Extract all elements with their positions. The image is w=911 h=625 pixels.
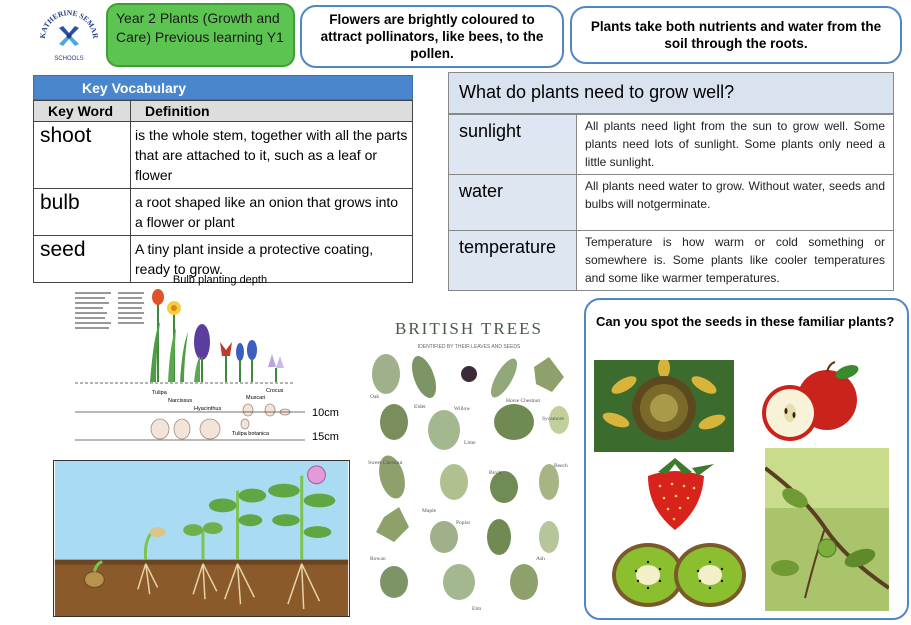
flowers-fact-text: Flowers are brightly coloured to attract pollinators, like bees, to the pollen. — [320, 12, 544, 61]
grow-term: temperature — [449, 231, 577, 291]
key-word-column-header: Key Word — [34, 101, 131, 122]
grow-description: Temperature is how warm or cold something or somewhere is. Some plants like cooler temperatures and some like warmer temperatures. — [577, 231, 894, 291]
vocab-definition: is the whole stem, together with all the parts that are attached to it, such as a leaf or flower — [131, 122, 413, 189]
trees-subtitle: IDENTIFIED BY THEIR LEAVES AND SEEDS — [417, 344, 521, 350]
key-vocabulary-header: Key Vocabulary — [33, 75, 413, 100]
trees-title: BRITISH TREES — [394, 319, 544, 338]
leaf-label: Willow — [454, 406, 471, 412]
table-row — [449, 175, 894, 231]
label-tulipa-botanica: Tulipa botanica — [232, 431, 270, 437]
label-crocus: Crocus — [266, 388, 284, 394]
leaf-label: Elm — [472, 606, 482, 612]
grow-well-title: What do plants need to grow well? — [448, 72, 894, 114]
vocab-word: shoot — [34, 122, 131, 189]
leaf-label: Oak — [370, 394, 380, 400]
apple-picture — [755, 358, 865, 446]
definition-column-header: Definition — [131, 101, 413, 122]
leaf-label: Horse Chestnut — [506, 398, 541, 404]
tree-seed-picture — [765, 448, 889, 611]
label-tulipa: Tulipa — [152, 390, 167, 396]
label-hyacinthus: Hyacinthus — [194, 406, 222, 412]
label-narcissus: Narcissus — [168, 398, 193, 404]
roots-fact-text: Plants take both nutrients and water from the soil through the roots. — [590, 19, 882, 51]
british-trees-poster — [364, 312, 574, 617]
grow-description: All plants need water to grow. Without water, seeds and bulbs will notgerminate. — [577, 175, 894, 231]
school-logo — [38, 6, 100, 68]
vocab-definition: a root shaped like an onion that grows into a flower or plant — [131, 189, 413, 236]
sunflower-picture — [594, 360, 734, 452]
leaf-label: Elder — [414, 404, 426, 410]
page-title: Year 2 Plants (Growth and Care) Previous learning Y1 — [106, 3, 295, 67]
leaf-label: Sweet Chestnut — [368, 460, 403, 466]
bulb-diagram-title: Bulb planting depth — [172, 274, 268, 286]
kiwi-picture — [608, 535, 753, 611]
table-row — [449, 231, 894, 291]
logo-bottom-text: SCHOOLS — [54, 56, 84, 62]
seeds-question: Can you spot the seeds in these familiar plants? — [596, 314, 895, 329]
plant-growth-stages-picture — [53, 460, 350, 617]
leaf-label: Beech — [554, 463, 568, 469]
depth-10cm-label: 10cm — [312, 407, 339, 419]
vocab-word: bulb — [34, 189, 131, 236]
grow-description: All plants need light from the sun to grow well. Some plants need lots of sunlight. Some plants only need a little sunlight. — [577, 115, 894, 175]
vocab-definition: A tiny plant inside a protective coating, ready to grow. — [131, 236, 413, 283]
table-row — [449, 115, 894, 175]
grow-term: sunlight — [449, 115, 577, 175]
flower-illustrations — [150, 289, 284, 382]
strawberry-picture — [628, 454, 723, 534]
grow-term: water — [449, 175, 577, 231]
label-muscari: Muscari — [246, 395, 266, 401]
flowers-fact-bubble — [300, 5, 564, 68]
leaf-label: Lime — [464, 440, 476, 446]
leaf-label: Sycamore — [542, 416, 564, 422]
vocab-word: seed — [34, 236, 131, 283]
leaf-label: Ash — [536, 556, 545, 562]
table-row — [34, 122, 413, 189]
leaf-label: Birch — [489, 470, 502, 476]
logo-arc-text: KATHERINE SEMAR — [38, 8, 100, 39]
leaf-label: Rowan — [370, 556, 386, 562]
table-row — [34, 189, 413, 236]
bulb-planting-depth-diagram — [70, 272, 370, 447]
grow-well-table — [448, 72, 894, 291]
depth-15cm-label: 15cm — [312, 431, 339, 443]
leaf-label: Poplar — [456, 520, 471, 526]
roots-fact-bubble — [570, 6, 902, 64]
key-vocabulary-table — [33, 75, 413, 283]
leaf-label: Maple — [422, 508, 437, 514]
